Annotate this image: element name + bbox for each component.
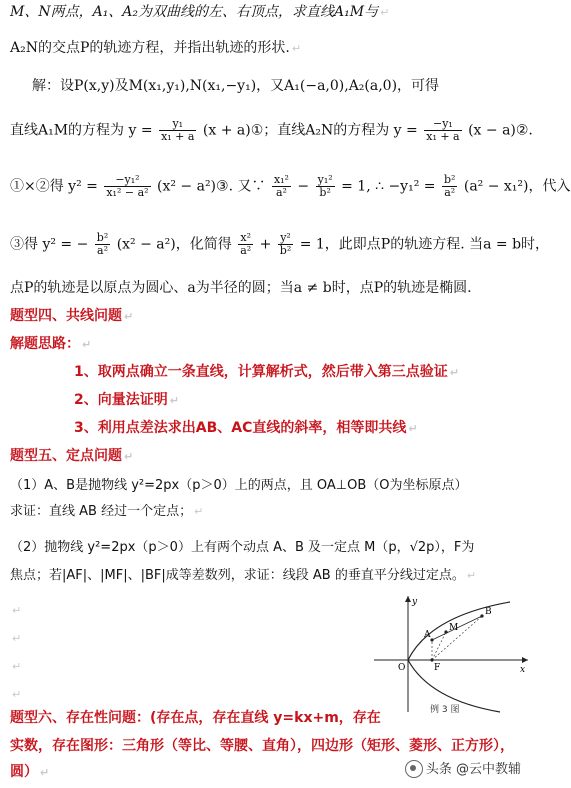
label-b: B: [485, 607, 492, 617]
parabola-curve: [408, 602, 510, 712]
equation-line-lines: 直线A₁M的方程为 y = $\frac{\text{y₁}}{\text{x₁ + a}}$ (x + a)①；直线A₂N的方程为 y = $\frac{\text{−y₁}}{\text{x₁ + a}}$ (x − a)②.: [10, 117, 533, 143]
fraction: $\frac{\text{−y₁}}{\text{x₁ + a}}$: [426, 117, 460, 143]
label-y: y: [412, 597, 418, 607]
empty-paragraph: ↵: [12, 660, 22, 673]
heading-approach: 解题思路： ↵: [10, 336, 92, 352]
problem-1-line-1: （1）A、B是抛物线 y²=2px（p＞0）上的两点，且 OA⊥OB（O为坐标原点）: [10, 478, 468, 493]
problem-2-line-1: （2）抛物线 y²=2px（p＞0）上有两个动点 A、B 及一定点 M（p，√2p），F为: [10, 540, 475, 555]
problem-1-line-2: 求证：直线 AB 经过一个定点； ↵: [10, 504, 204, 519]
fraction: $\frac{\text{y₁²}}{\text{b²}}$: [317, 173, 333, 199]
equation-line-product: ①×②得 y² = $\frac{\text{−y₁²}}{\text{x₁² − a²}}$ (x² − a²)③. 又∵ $\frac{\text{x₁²}}{\text{a²}}$ − $\frac{\text{y₁²}}{\text{b²}}$ = 1, ∴ −y₁² = $\frac{\text{b²}}{\text{a²}}$ (a² − x₁²)，代入: [10, 173, 571, 199]
y-axis-arrow: [405, 596, 411, 602]
label-o: O: [398, 663, 406, 673]
method-3: 3、利用点差法求出AB、AC直线的斜率，相等即共线 ↵: [74, 420, 418, 436]
problem-2-line-2: 焦点；若|AF|、|MF|、|BF|成等差数列，求证：线段 AB 的垂直平分线过定点。 ↵: [10, 568, 477, 583]
fraction: $\frac{\text{y²}}{\text{b²}}$: [279, 231, 292, 257]
method-1: 1、取两点确立一条直线，计算解析式，然后带入第三点验证 ↵: [74, 364, 459, 380]
parabola-figure: [370, 592, 532, 716]
heading-type-6-line-1: 题型六、存在性问题：(存在点，存在直线 y=kx+m，存在: [10, 710, 381, 726]
heading-type-4: 题型四、共线问题 ↵: [10, 308, 134, 324]
fraction: $\frac{\text{x₁²}}{\text{a²}}$: [273, 173, 289, 199]
label-x: x: [520, 665, 526, 675]
label-m: M: [449, 623, 459, 633]
watermark-logo-icon: [405, 760, 423, 778]
empty-paragraph: ↵: [12, 688, 22, 701]
watermark: 头条 @云中教辅: [402, 758, 524, 779]
fraction: $\frac{\text{−y₁²}}{\text{x₁² − a²}}$: [106, 173, 149, 199]
heading-type-6-line-2: 实数，存在图形：三角形（等比、等腰、直角），四边形（矩形、菱形、正方形），: [10, 738, 514, 754]
empty-paragraph: ↵: [12, 604, 22, 617]
fraction: $\frac{\text{b²}}{\text{a²}}$: [96, 231, 109, 257]
solution-intro: 解：设P(x,y)及M(x₁,y₁),N(x₁,−y₁)，又A₁(−a,0),A₂(a,0)，可得: [32, 78, 440, 94]
text-line-conclusion: 点P的轨迹是以原点为圆心、a为半径的圆；当a ≠ b时，点P的轨迹是椭圆.: [10, 280, 472, 296]
method-2: 2、向量法证明 ↵: [74, 392, 179, 408]
heading-type-6-line-3: 圆） ↵: [10, 764, 50, 780]
label-f: F: [434, 663, 441, 673]
point-m: [444, 630, 447, 633]
text-line-1: M、N两点，A₁、A₂为双曲线的左、右顶点，求直线A₁M与 ↵: [10, 4, 390, 20]
fraction: $\frac{\text{b²}}{\text{a²}}$: [443, 173, 456, 199]
point-f: [430, 658, 433, 661]
figure-caption: 例 3 图: [430, 705, 460, 715]
x-axis-arrow: [522, 657, 528, 663]
point-b: [480, 614, 483, 617]
heading-type-5: 题型五、定点问题 ↵: [10, 448, 134, 464]
equation-line-locus: ③得 y² = − $\frac{\text{b²}}{\text{a²}}$ (x² − a²)，化简得 $\frac{\text{x²}}{\text{a²}}$ + $\frac{\text{y²}}{\text{b²}}$ = 1，此即点P的轨迹方程. 当a = b时，: [10, 231, 550, 257]
empty-paragraph: ↵: [12, 632, 22, 645]
label-a: A: [424, 630, 431, 640]
point-a: [430, 638, 433, 641]
text-line-2: A₂N的交点P的轨迹方程，并指出轨迹的形状. ↵: [10, 40, 302, 56]
fraction: $\frac{\text{x²}}{\text{a²}}$: [240, 231, 252, 257]
fraction: $\frac{\text{y₁}}{\text{x₁ + a}}$: [161, 117, 195, 143]
